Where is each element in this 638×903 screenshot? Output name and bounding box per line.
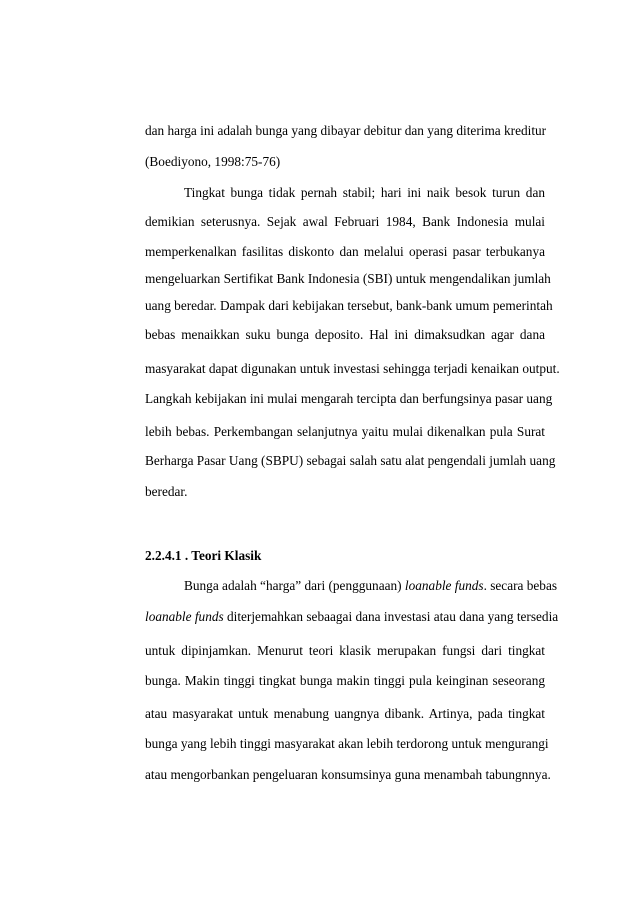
paragraph-line: [145, 609, 559, 625]
paragraph-line: dan harga ini adalah bunga yang dibayar debitur dan yang diterima kreditur: [145, 123, 547, 138]
paragraph-line: untuk dipinjamkan. Menurut teori klasik merupakan fungsi dari tingkat: [145, 643, 545, 658]
paragraph-line: (Boediyono, 1998:75-76): [145, 154, 281, 169]
text-run: Bunga adalah “harga” dari (penggunaan): [184, 578, 405, 593]
paragraph-line: Tingkat bunga tidak pernah stabil; hari ini naik besok turun dan: [184, 185, 545, 200]
paragraph-line: [184, 578, 558, 594]
paragraph-line: bebas menaikkan suku bunga deposito. Hal ini dimaksudkan agar dana: [145, 327, 545, 342]
paragraph-line: Langkah kebijakan ini mulai mengarah tercipta dan berfungsinya pasar uang: [145, 391, 553, 406]
text-run: diterjemahkan sebaagai dana investasi atau dana yang tersedia: [223, 609, 559, 624]
paragraph-line: mengeluarkan Sertifikat Bank Indonesia (SBI) untuk mengendalikan jumlah: [145, 271, 551, 286]
paragraph-line: beredar.: [145, 484, 188, 499]
italic-term: loanable funds: [145, 609, 224, 624]
paragraph-line: atau masyarakat untuk menabung uangnya dibank. Artinya, pada tingkat: [145, 706, 545, 721]
paragraph-line: Berharga Pasar Uang (SBPU) sebagai salah satu alat pengendali jumlah uang: [145, 453, 556, 468]
paragraph-line: atau mengorbankan pengeluaran konsumsinya guna menambah tabungnnya.: [145, 767, 551, 782]
paragraph-line: masyarakat dapat digunakan untuk investasi sehingga terjadi kenaikan output.: [145, 361, 560, 376]
italic-term: loanable funds: [404, 578, 484, 593]
paragraph-line: lebih bebas. Perkembangan selanjutnya yaitu mulai dikenalkan pula Surat: [145, 424, 545, 439]
paragraph-line: bunga. Makin tinggi tingkat bunga makin tinggi pula keinginan seseorang: [145, 673, 545, 688]
section-heading: 2.2.4.1 . Teori Klasik: [145, 548, 262, 563]
paragraph-line: demikian seterusnya. Sejak awal Februari 1984, Bank Indonesia mulai: [145, 214, 545, 229]
paragraph-line: uang beredar. Dampak dari kebijakan tersebut, bank-bank umum pemerintah: [145, 298, 553, 313]
text-run: . secara bebas: [483, 578, 558, 593]
paragraph-line: memperkenalkan fasilitas diskonto dan melalui operasi pasar terbukanya: [145, 244, 545, 259]
paragraph-line: bunga yang lebih tinggi masyarakat akan lebih terdorong untuk mengurangi: [145, 736, 549, 751]
